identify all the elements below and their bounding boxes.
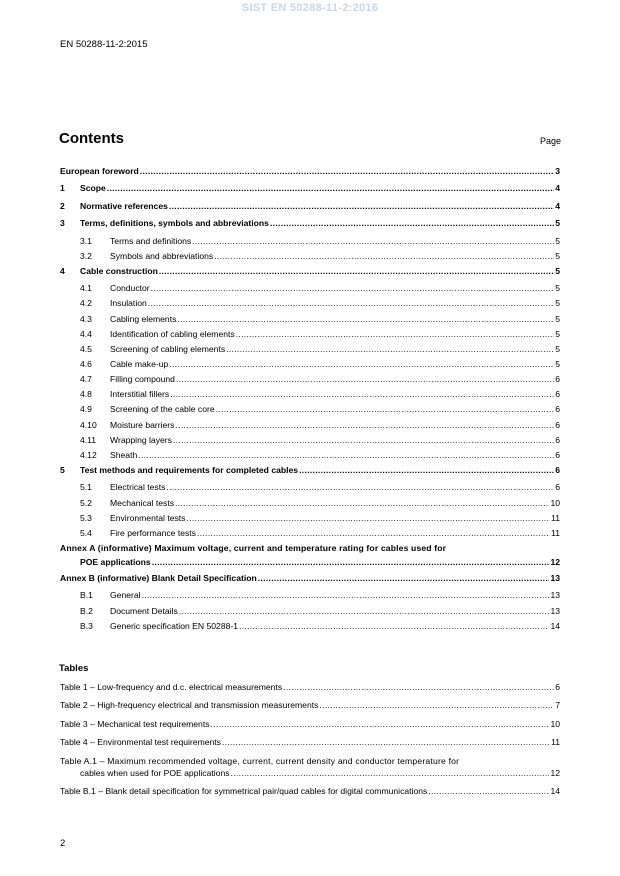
toc-entry-4-7[interactable] (60, 374, 560, 385)
leader-dots (169, 201, 554, 212)
toc-number: B.1 (80, 590, 93, 600)
toc-entry-b-3[interactable] (60, 621, 560, 632)
toc-page: 13 (550, 590, 560, 600)
toc-page: 6 (555, 465, 560, 475)
toc-label: Filling compound (110, 374, 175, 384)
table-entry-1[interactable] (60, 682, 560, 693)
toc-label: General (110, 590, 141, 600)
toc-page: 5 (555, 283, 560, 293)
toc-entry-1[interactable] (60, 183, 560, 194)
toc-label: Cable make-up (110, 359, 169, 369)
toc-page: 5 (555, 359, 560, 369)
leader-dots (283, 682, 554, 693)
toc-page: 5 (555, 298, 560, 308)
leader-dots (299, 465, 554, 476)
leader-dots (214, 251, 554, 262)
toc-entry-4-8[interactable] (60, 389, 560, 400)
toc-entry-annex-b[interactable] (60, 573, 560, 584)
leader-dots (175, 498, 549, 509)
leader-dots (152, 557, 550, 568)
toc-label: Insulation (110, 298, 147, 308)
leader-dots (166, 482, 554, 493)
leader-dots (107, 183, 554, 194)
toc-label: European foreword (60, 166, 139, 176)
leader-dots (177, 314, 554, 325)
toc-entry-4-11[interactable] (60, 435, 560, 446)
leader-dots (151, 283, 555, 294)
toc-number: 3 (60, 218, 65, 228)
toc-page: 10 (550, 719, 560, 729)
toc-number: 4.4 (80, 329, 92, 339)
toc-number: 1 (60, 183, 65, 193)
toc-label: Table 1 – Low-frequency and d.c. electrical measurements (60, 682, 283, 692)
toc-label: Mechanical tests (110, 498, 175, 508)
leader-dots (197, 528, 550, 539)
toc-entry-5[interactable] (60, 465, 560, 476)
toc-page: 4 (555, 183, 560, 193)
leader-dots (142, 590, 550, 601)
toc-label: Moisture barriers (110, 420, 175, 430)
toc-number: 3.2 (80, 251, 92, 261)
toc-label: Cabling elements (110, 314, 177, 324)
toc-entry-b-1[interactable] (60, 590, 560, 601)
toc-number: B.3 (80, 621, 93, 631)
toc-label: Screening of the cable core (110, 404, 215, 414)
toc-entry-4-4[interactable] (60, 329, 560, 340)
table-entry-a1[interactable] (60, 768, 560, 779)
toc-page: 6 (555, 682, 560, 692)
toc-number: 4.3 (80, 314, 92, 324)
toc-page: 10 (550, 498, 560, 508)
toc-page: 6 (555, 435, 560, 445)
toc-label: Table A.1 – Maximum recommended voltage, current, current density and conductor temperature for (60, 756, 460, 766)
toc-label: Identification of cabling elements (110, 329, 235, 339)
toc-label: Document Details (110, 606, 178, 616)
toc-entry-3-1[interactable] (60, 236, 560, 247)
toc-label: Conductor (110, 283, 150, 293)
toc-label: Terms, definitions, symbols and abbreviations (80, 218, 269, 228)
toc-number: 5.4 (80, 528, 92, 538)
toc-number: 5.3 (80, 513, 92, 523)
toc-number: B.2 (80, 606, 93, 616)
leader-dots (140, 166, 554, 177)
leader-dots (159, 266, 554, 277)
toc-number: 4.11 (80, 435, 97, 445)
leader-dots (173, 435, 554, 446)
toc-page: 11 (551, 528, 560, 538)
toc-entry-4-1[interactable] (60, 283, 560, 294)
toc-number: 5 (60, 465, 65, 475)
toc-entry-5-2[interactable] (60, 498, 560, 509)
toc-number: 4.12 (80, 450, 97, 460)
toc-label: Generic specification EN 50288-1 (110, 621, 239, 631)
toc-number: 4.9 (80, 404, 92, 414)
leader-dots (148, 298, 554, 309)
toc-page: 14 (550, 621, 560, 631)
table-entry-b1[interactable] (60, 786, 560, 797)
document-id: EN 50288-11-2:2015 (60, 39, 148, 50)
table-entry-3[interactable] (60, 719, 560, 730)
toc-page: 6 (555, 450, 560, 460)
toc-page: 5 (555, 329, 560, 339)
toc-page: 3 (555, 166, 560, 176)
toc-entry-annex-a-line1[interactable] (60, 543, 560, 554)
toc-page: 13 (550, 573, 560, 583)
toc-label: Fire performance tests (110, 528, 196, 538)
toc-number: 4.2 (80, 298, 92, 308)
toc-page: 11 (551, 737, 560, 747)
toc-entry-annex-a[interactable] (60, 557, 560, 568)
toc-number: 4.8 (80, 389, 92, 399)
toc-label: Interstitial fillers (110, 389, 170, 399)
leader-dots (179, 606, 550, 617)
toc-page: 6 (555, 374, 560, 384)
toc-page: 4 (555, 201, 560, 211)
toc-number: 4.5 (80, 344, 92, 354)
page-column-label: Page (539, 136, 561, 146)
toc-label: Table 4 – Environmental test requirements (60, 737, 221, 747)
toc-label: POE applications (80, 557, 151, 567)
toc-number: 4.1 (80, 283, 92, 293)
toc-page: 6 (555, 404, 560, 414)
toc-page: 5 (555, 251, 560, 261)
toc-entry-4-10[interactable] (60, 420, 560, 431)
toc-number: 4.7 (80, 374, 92, 384)
toc-page: 6 (555, 482, 560, 492)
toc-page: 5 (555, 266, 560, 276)
toc-label: Annex A (informative) Maximum voltage, current and temperature rating for cables used for (60, 543, 447, 553)
toc-number: 3.1 (80, 236, 92, 246)
leader-dots (169, 359, 554, 370)
toc-label: Screening of cabling elements (110, 344, 226, 354)
toc-entry-5-4[interactable] (60, 528, 560, 539)
toc-entry-4[interactable] (60, 266, 560, 277)
toc-entry-3-2[interactable] (60, 251, 560, 262)
leader-dots (270, 218, 554, 229)
leader-dots (138, 450, 554, 461)
toc-number: 4 (60, 266, 65, 276)
page-number: 2 (60, 838, 66, 849)
contents-title: Contents (59, 130, 124, 147)
toc-entry-4-6[interactable] (60, 359, 560, 370)
toc-label: Symbols and abbreviations (110, 251, 214, 261)
toc-number: 4.6 (80, 359, 92, 369)
tables-heading: Tables (59, 663, 89, 674)
toc-label: Electrical tests (110, 482, 166, 492)
toc-label: Annex B (informative) Blank Detail Specification (60, 573, 257, 583)
toc-label: Sheath (110, 450, 138, 460)
toc-page: 5 (555, 236, 560, 246)
toc-entry-5-1[interactable] (60, 482, 560, 493)
toc-label: Cable construction (80, 266, 158, 276)
leader-dots (428, 786, 549, 797)
toc-number: 2 (60, 201, 65, 211)
watermark: SIST EN 50288-11-2:2016 (241, 2, 379, 14)
leader-dots (226, 344, 554, 355)
leader-dots (239, 621, 549, 632)
leader-dots (211, 719, 550, 730)
toc-entry-3[interactable] (60, 218, 560, 229)
toc-page: 5 (555, 344, 560, 354)
toc-number: 4.10 (80, 420, 97, 430)
leader-dots (236, 329, 555, 340)
table-entry-2[interactable] (60, 700, 560, 711)
toc-label: Table 2 – High-frequency electrical and transmission measurements (60, 700, 319, 710)
toc-page: 5 (555, 218, 560, 228)
table-entry-a1-line1[interactable] (60, 756, 560, 767)
leader-dots (170, 389, 554, 400)
toc-entry-4-3[interactable] (60, 314, 560, 325)
toc-entry-european-foreword[interactable] (60, 166, 560, 177)
toc-page: 12 (550, 768, 560, 778)
toc-number: 5.2 (80, 498, 92, 508)
leader-dots (258, 573, 550, 584)
toc-label: Table B.1 – Blank detail specification for symmetrical pair/quad cables for digital communications (60, 786, 428, 796)
toc-page: 14 (550, 786, 560, 796)
toc-number: 5.1 (80, 482, 92, 492)
toc-label: Wrapping layers (110, 435, 172, 445)
toc-label: Scope (80, 183, 106, 193)
leader-dots (216, 404, 555, 415)
toc-page: 13 (550, 606, 560, 616)
leader-dots (231, 768, 550, 779)
table-entry-4[interactable] (60, 737, 560, 748)
toc-label: Test methods and requirements for completed cables (80, 465, 299, 475)
leader-dots (222, 737, 550, 748)
toc-page: 11 (551, 513, 560, 523)
toc-entry-2[interactable] (60, 201, 560, 212)
leader-dots (319, 700, 554, 711)
toc-entry-b-2[interactable] (60, 606, 560, 617)
toc-label: Normative references (80, 201, 168, 211)
toc-page: 7 (555, 700, 560, 710)
leader-dots (186, 513, 550, 524)
leader-dots (192, 236, 554, 247)
toc-entry-4-9[interactable] (60, 404, 560, 415)
toc-entry-5-3[interactable] (60, 513, 560, 524)
toc-entry-4-2[interactable] (60, 298, 560, 309)
toc-label: Table 3 – Mechanical test requirements (60, 719, 210, 729)
toc-page: 6 (555, 420, 560, 430)
toc-label: Environmental tests (110, 513, 186, 523)
toc-entry-4-12[interactable] (60, 450, 560, 461)
toc-page: 6 (555, 389, 560, 399)
toc-page: 5 (555, 314, 560, 324)
toc-label: cables when used for POE applications (80, 768, 230, 778)
leader-dots (175, 420, 554, 431)
leader-dots (176, 374, 554, 385)
toc-label: Terms and definitions (110, 236, 192, 246)
toc-page: 12 (550, 557, 560, 567)
toc-entry-4-5[interactable] (60, 344, 560, 355)
